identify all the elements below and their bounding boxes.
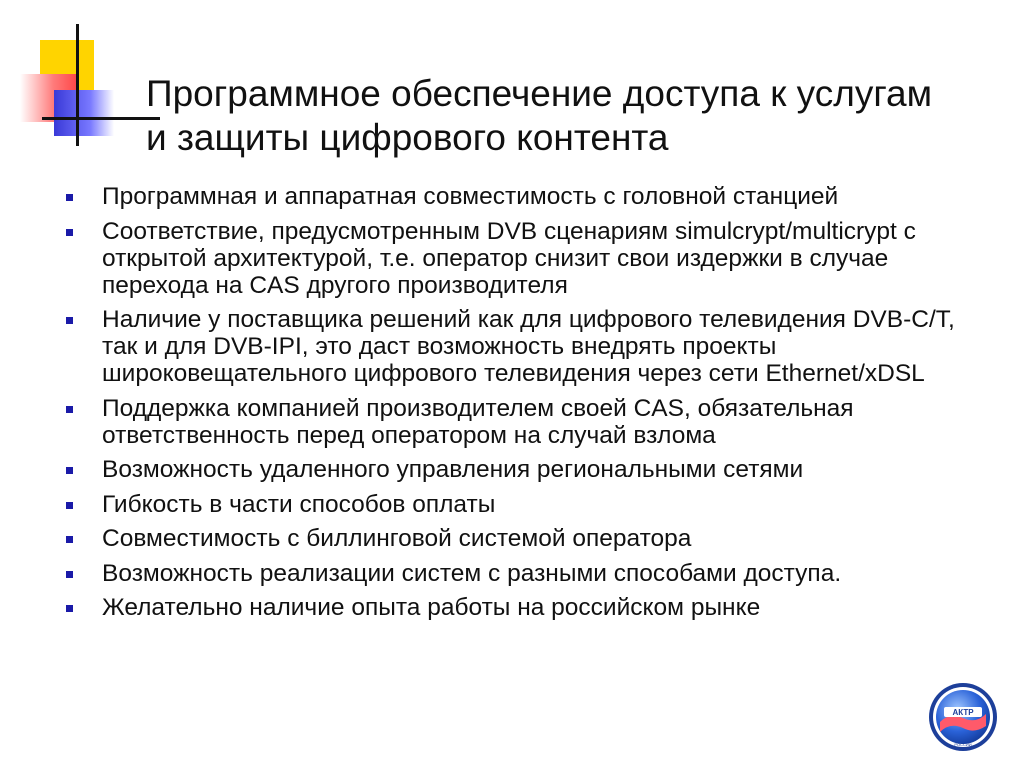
list-item-text: Поддержка компанией производителем своей CAS, обязательная ответственность перед оператором на случай взлома xyxy=(102,394,854,449)
horizontal-line xyxy=(42,117,160,120)
list-item-text: Возможность реализации систем с разными способами доступа. xyxy=(102,559,842,587)
bullet-square-icon xyxy=(66,467,73,474)
list-item-text: Программная и аппаратная совместимость с головной станцией xyxy=(102,183,839,210)
bullet-square-icon xyxy=(66,536,73,543)
bullet-square-icon xyxy=(66,194,73,201)
logo-text: АКТР xyxy=(952,708,974,717)
list-item-text: Желательно наличие опыта работы на российском рынке xyxy=(102,594,761,621)
list-item-text: Совместимость с биллинговой системой оператора xyxy=(102,525,692,552)
list-item xyxy=(60,183,990,210)
list-item xyxy=(60,560,990,587)
bullet-list xyxy=(60,183,990,629)
vertical-line xyxy=(76,24,79,146)
slide-title xyxy=(146,72,1006,160)
list-item xyxy=(60,491,990,518)
bullet-square-icon xyxy=(66,502,73,509)
title-line-2: и защиты цифрового контента xyxy=(146,117,669,158)
list-item-text: Гибкость в части способов оплаты xyxy=(102,490,496,518)
bullet-square-icon xyxy=(66,406,73,413)
list-item xyxy=(60,525,990,552)
title-line-1: Программное обеспечение доступа к услугам xyxy=(146,73,933,114)
logo-bottom-text: РОССИИ xyxy=(954,742,972,747)
list-item xyxy=(60,306,990,387)
list-item xyxy=(60,218,990,299)
list-item xyxy=(60,594,990,621)
blue-square xyxy=(54,90,114,136)
list-item xyxy=(60,395,990,449)
bullet-square-icon xyxy=(66,317,73,324)
list-item xyxy=(60,456,990,483)
list-item-text: Наличие у поставщика решений как для цифрового телевидения DVB-C/T, так и для DVB-IPI, это даст возможность внедрять проекты широковещательного цифрового телевидения через сети Ethernet/xDSL xyxy=(102,306,955,387)
list-item-text: Возможность удаленного управления региональными сетями xyxy=(102,456,804,483)
bullet-square-icon xyxy=(66,229,73,236)
list-item-text: Соответствие, предусмотренным DVB сценариям simulcrypt/multicrypt с открытой архитектурой, т.е. оператор снизит свои издержки в случае перехода на CAS другого производителя xyxy=(102,217,916,299)
aktr-logo-icon xyxy=(928,682,998,752)
bullet-square-icon xyxy=(66,571,73,578)
bullet-square-icon xyxy=(66,605,73,612)
corner-decoration xyxy=(0,0,160,160)
